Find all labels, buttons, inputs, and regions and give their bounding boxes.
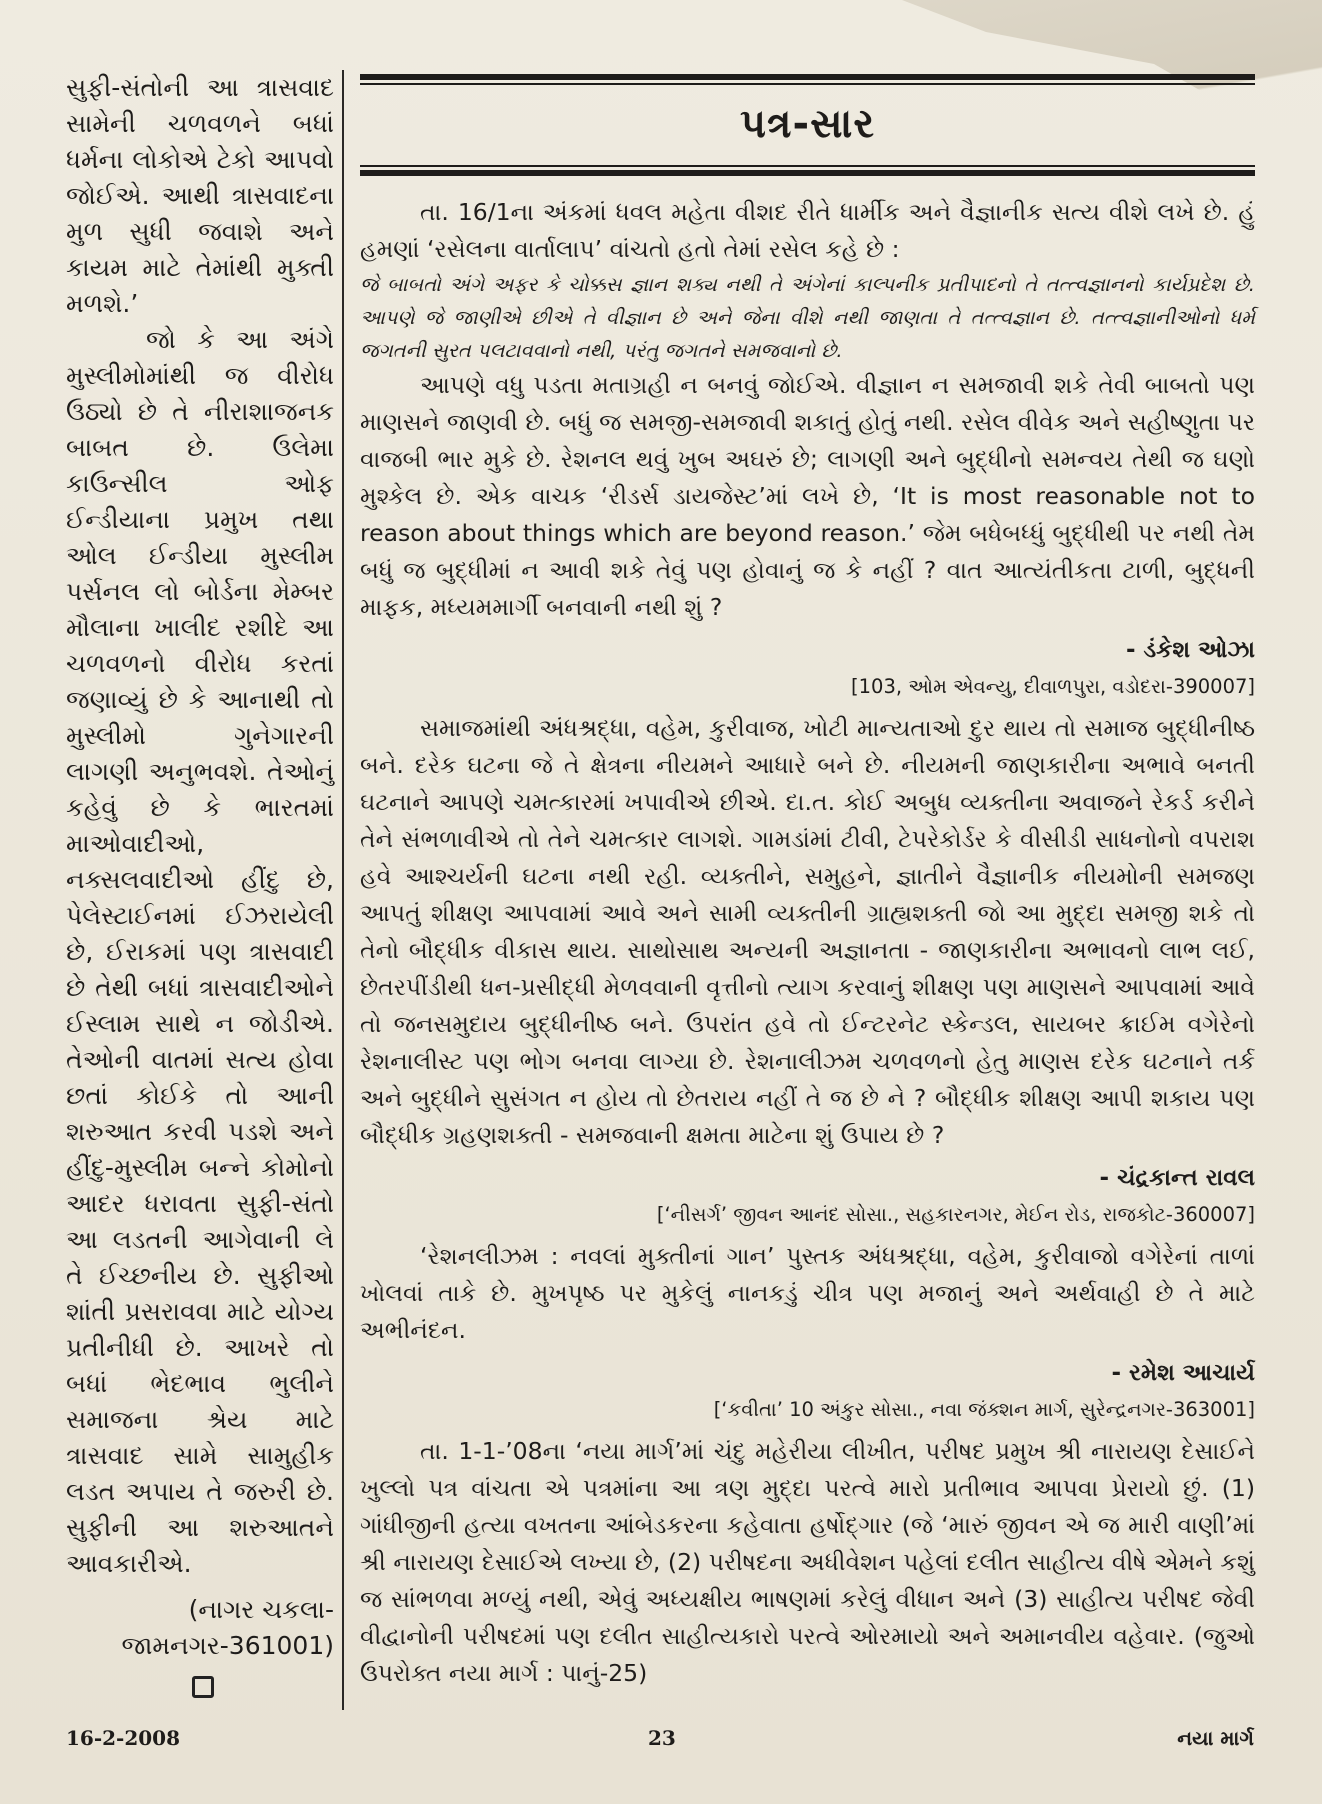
title-rule-top	[360, 74, 1255, 80]
letter-3-signature: - રમેશ આચાર્ય	[1111, 1360, 1255, 1386]
section-title: પત્ર-સાર	[739, 101, 876, 147]
title-rule-bottom	[360, 170, 1255, 176]
footer-magazine-name: નયા માર્ગ	[1177, 1726, 1254, 1750]
letter-1-quote: જે બાબતો અંગે અફર કે ચોક્કસ જ્ઞાન શક્ય નથી તે અંગેનાં કાલ્પનીક પ્રતીપાદનો તે તત્ત્વજ્ઞાનનો કાર્યપ્રદેશ છે. આપણે જે જાણીએ છીએ તે વીજ્ઞાન છે અને જેના વીશે નથી જાણતા તે તત્ત્વજ્ઞાન છે. તત્ત્વજ્ઞાનીઓનો ધર્મ જગતની સુરત પલટાવવાનો નથી, પરંતુ જગતને સમજવાનો છે.	[360, 273, 1255, 362]
letter-2-body: સમાજમાંથી અંધશ્રદ્ધા, વહેમ, કુરીવાજ, ખોટી માન્યતાઓ દુર થાય તો સમાજ બુદ્ધીનીષ્ઠ બને. દરેક ઘટના જે તે ક્ષેત્રના નીયમને આધારે બને છે. નીયમની જાણકારીના અભાવે બનતી ઘટનાને આપણે ચમત્કારમાં ખપાવીએ છીએ. દા.ત. કોઈ અબુધ વ્યક્તીના અવાજને રેકર્ડ કરીને તેને સંભળાવીએ તો તેને ચમત્કાર લાગશે. ગામડાંમાં ટીવી, ટેપરેકોર્ડર કે વીસીડી સાધનોનો વપરાશ હવે આશ્ચર્યની ઘટના નથી રહી. વ્યક્તીને, સમુહને, જ્ઞાતીને વૈજ્ઞાનીક નીયમોની સમજણ આપતું શીક્ષણ આપવામાં આવે અને સામી વ્યક્તીની ગ્રાહ્યશક્તી જો આ મુદ્દા સમજી શકે તો તેનો બૌદ્ધીક વીકાસ થાય. સાથોસાથ અન્યની અજ્ઞાનતા - જાણકારીના અભાવનો લાભ લઈ, છેતરપીંડીથી ધન-પ્રસીદ્ધી મેળવવાની વૃત્તીનો ત્યાગ કરવાનું શીક્ષણ પણ માણસને આપવામાં આવે તો જનસમુદાય બુદ્ધીનીષ્ઠ બને. ઉપરાંત હવે તો ઈન્ટરનેટ સ્કેન્ડલ, સાયબર ક્રાઈમ વગેરેનો રેશનાલીસ્ટ પણ ભોગ બનવા લાગ્યા છે. રેશનાલીઝમ ચળવળનો હેતુ માણસ દરેક ઘટનાને તર્ક અને બુદ્ધીને સુસંગત ન હોય તો છેતરાય નહીં તે જ છે ને ? બૌદ્ધીક શીક્ષણ આપી શકાય પણ બૌદ્ધીક ગ્રહણશક્તી - સમજવાની ક્ષમતા માટેના શું ઉપાય છે ?	[360, 714, 1255, 1149]
letter-3-body: ‘રેશનલીઝમ : નવલાં મુક્તીનાં ગાન’ પુસ્તક અંધશ્રદ્ધા, વહેમ, કુરીવાજો વગેરેનાં તાળાં ખોલવાં તાકે છે. મુખપૃષ્ઠ પર મુકેલું નાનકડું ચીત્ર પણ મજાનું અને અર્થવાહી છે તે માટે અભીનંદન.	[360, 1242, 1255, 1344]
title-rule-bottom-thin	[360, 165, 1255, 167]
letter-1-address: [103, ઓમ એવન્યુ, દીવાળપુરા, વડોદરા-390007]	[851, 675, 1255, 698]
letter-2-signature: - ચંદ્રકાન્ત રાવલ	[1099, 1165, 1255, 1191]
letter-4-body: તા. 1-1-’08ના ‘નયા માર્ગ’માં ચંદુ મહેરીયા લીખીત, પરીષદ પ્રમુખ શ્રી નારાયણ દેસાઈને ખુલ્લો પત્ર વાંચતા એ પત્રમાંના આ ત્રણ મુદ્દા પરત્વે મારો પ્રતીભાવ આપવા પ્રેરાયો છું. (1) ગાંધીજીની હત્યા વખતના આંબેડકરના કહેવાતા હર્ષોદ્ગાર (જે ‘મારું જીવન એ જ મારી વાણી’માં શ્રી નારાયણ દેસાઈએ લખ્યા છે, (2) પરીષદના અધીવેશન પહેલાં દલીત સાહીત્ય વીષે એમને કશું જ સાંભળવા મળ્યું નથી, એવું અધ્યક્ષીય ભાષણમાં કરેલું વીધાન અને (3) સાહીત્ય પરીષદ જેવી વીદ્વાનોની પરીષદમાં પણ દલીત સાહીત્યકારો પરત્વે ઓરમાયો અને અમાનવીય વહેવાર. (જુઓ ઉપરોક્ત નયા માર્ગ : પાનું-25)	[360, 1437, 1255, 1687]
left-paragraph-1: સુફી-સંતોની આ ત્રાસવાદ સામેની ચળવળને બધાં ધર્મના લોકોએ ટેકો આપવો જોઈએ. આથી ત્રાસવાદના મુળ સુધી જવાશે અને કાયમ માટે તેમાંથી મુક્તી મળશે.’	[66, 73, 334, 318]
left-paragraph-2: જો કે આ અંગે મુસ્લીમોમાંથી જ વીરોધ ઉઠ્યો છે તે નીરાશાજનક બાબત છે. ઉલેમા કાઉન્સીલ ઓફ ઈન્ડીયાના પ્રમુખ તથા ઓલ ઈન્ડીયા મુસ્લીમ પર્સનલ લો બોર્ડના મેમ્બર મૌલાના ખાલીદ રશીદે આ ચળવળનો વીરોધ કરતાં જણાવ્યું છે કે આનાથી તો મુસ્લીમો ગુનેગારની લાગણી અનુભવશે. તેઓનું કહેવું છે કે ભારતમાં માઓવાદીઓ, નક્સલવાદીઓ હીંદુ છે, પેલેસ્ટાઈનમાં ઈઝરાયેલી છે, ઈરાકમાં પણ ત્રાસવાદી છે તેથી બધાં ત્રાસવાદીઓને ઈસ્લામ સાથે ન જોડીએ. તેઓની વાતમાં સત્ય હોવા છતાં કોઈકે તો આની શરુઆત કરવી પડશે અને હીંદુ-મુસ્લીમ બન્ને કોમોનો આદર ધરાવતા સુફી-સંતો આ લડતની આગેવાની લે તે ઈચ્છનીય છે. સુફીઓ શાંતી પ્રસરાવવા માટે યોગ્ય પ્રતીનીધી છે. આખરે તો બધાં ભેદભાવ ભુલીને સમાજના શ્રેય માટે ત્રાસવાદ સામે સામુહીક લડત અપાય તે જરુરી છે. સુફીની આ શરુઆતને આવકારીએ.	[66, 325, 334, 1578]
letter-1-body: આપણે વધુ પડતા મતાગ્રહી ન બનવું જોઈએ. વીજ્ઞાન ન સમજાવી શકે તેવી બાબતો પણ માણસને જાણવી છે. બધું જ સમજી-સમજાવી શકાતું હોતું નથી. રસેલ વીવેક અને સહીષ્ણુતા પર વાજબી ભાર મુકે છે. રેશનલ થવું ખુબ અઘરું છે; લાગણી અને બુદ્ધીનો સમન્વય તેથી જ ઘણો મુશ્કેલ છે. એક વાચક ‘રીડર્સ ડાયજેસ્ટ’માં લખે છે, ‘It is most reasonable not to reason about things which are beyond reason.’ જેમ બધેબધ્ધું બુદ્ધીથી પર નથી તેમ બધું જ બુદ્ધીમાં ન આવી શકે તેવું પણ હોવાનું જ કે નહીં ? વાત આત્યંતીકતા ટાળી, બુદ્ધની માફક, મધ્યમમાર્ગી બનવાની નથી શું ?	[360, 371, 1255, 621]
letter-1-signature: - ડંકેશ ઓઝા	[1126, 637, 1255, 663]
letter-2-address: [‘નીસર્ગ’ જીવન આનંદ સોસા., સહકારનગર, મેઈન રોડ, રાજકોટ-360007]	[656, 1203, 1255, 1226]
right-column	[360, 74, 1255, 1692]
footer-date: 16-2-2008	[66, 1726, 181, 1750]
letter-1-intro: તા. 16/1ના અંકમાં ધવલ મહેતા વીશદ રીતે ધાર્મીક અને વૈજ્ઞાનીક સત્ય વીશે લખે છે. હું હમણાં ‘રસેલના વાર્તાલાપ’ વાંચતો હતો તેમાં રસેલ કહે છે :	[360, 198, 1255, 263]
end-mark-icon	[192, 1676, 214, 1698]
column-divider	[342, 70, 344, 1710]
page-footer	[0, 1726, 1322, 1756]
footer-page-number: 23	[648, 1726, 676, 1750]
left-column	[66, 70, 334, 1698]
letter-3-address: [‘કવીતા’ 10 અંકુર સોસા., નવા જંક્શન માર્ગ, સુરેન્દ્રનગર-363001]	[713, 1398, 1255, 1421]
left-address: (નાગર ચકલા-જામનગર-361001)	[121, 1595, 334, 1660]
